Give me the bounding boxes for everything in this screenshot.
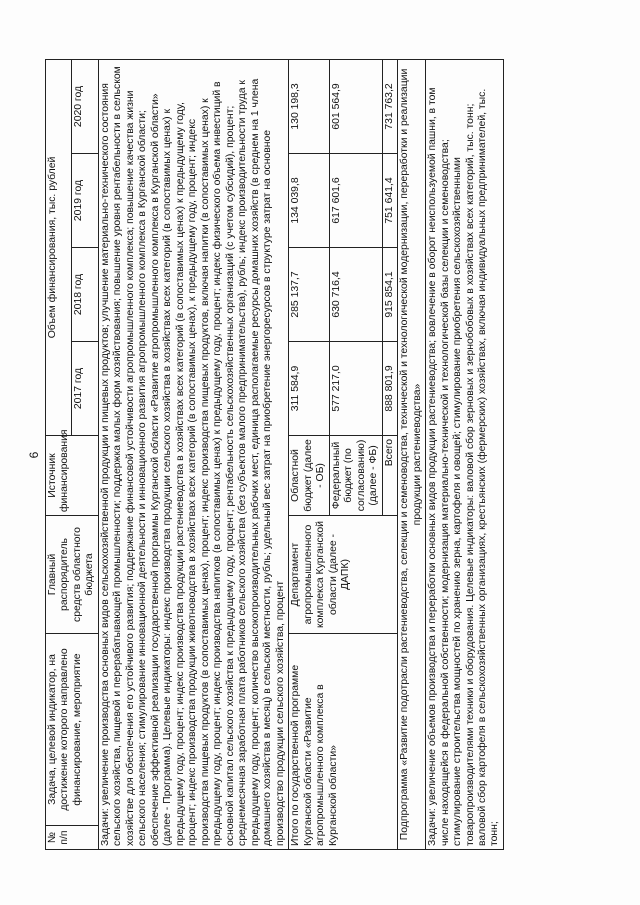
subprogram-title-row xyxy=(398,59,426,849)
financing-table xyxy=(45,59,504,850)
header-manager: Главный распорядитель средств областного бюджета xyxy=(46,516,99,634)
fb-2020: 601 564,9 xyxy=(329,59,382,153)
header-volume: Объем финансирования, тыс. рублей xyxy=(46,59,72,435)
fb-2017: 577 217,0 xyxy=(329,342,382,436)
subprogram-tasks-row xyxy=(426,59,504,849)
ob-2018: 285 137,7 xyxy=(289,248,329,342)
ob-2019: 134 039,8 xyxy=(289,154,329,248)
total-program-label: Итого по государственной программе Курганской области «Развитие агропромышленного комплекса в Курганской области» xyxy=(289,634,398,850)
header-source: Источник финансирования xyxy=(46,436,99,516)
source-ob: Областной бюджет (далее - ОБ) xyxy=(289,436,329,516)
total-manager: Департамент агропромышленного комплекса Курганской области (далее - ДАПК) xyxy=(289,516,398,634)
header-task: Задача, целевой индикатор, на достижение которого направлено финансирование, мероприятие xyxy=(46,634,99,826)
header-year-2020: 2020 год xyxy=(72,59,98,153)
subprogram-title: Подпрограмма «Развитие подотрасли растениеводства, селекции и семеноводства, технической и технологической модернизации, переработки и реализации продукции растениеводства» xyxy=(398,59,426,849)
sum-2019: 751 641,4 xyxy=(382,154,397,248)
tasks-row xyxy=(98,59,288,849)
sum-2017: 888 801,9 xyxy=(382,342,397,436)
source-fb: Федеральный бюджет (по согласованию) (далее - ФБ) xyxy=(329,436,382,516)
sum-2020: 731 763,2 xyxy=(382,59,397,153)
fb-2019: 617 601,6 xyxy=(329,154,382,248)
table-header-row xyxy=(46,59,72,849)
header-num: № п/п xyxy=(46,826,99,850)
ob-2020: 130 198,3 xyxy=(289,59,329,153)
tasks-text: Задачи: увеличение производства основных видов сельскохозяйственной продукции и пищевых продуктов; улучшение материально-технического состояния сельского хозяйства, пищевой и перерабатывающей промышленности; поддержка малых форм хозяйствования; повышение уровня рентабельности в сельском хозяйстве для обеспечения его устойчивого развития; поддержание финансовой устойчивости агропромышленного комплекса; повышение качества жизни сельского населения; стимулирование инновационной деятельности и инновационного развития агропромышленного комплекса в Курганской области; обеспечение эффективной реализации государственной программы Курганской области «Развитие агропромышленного комплекса в Курганской области» (далее - Программа). Целевые индикаторы: индекс производства продукции сельского хозяйства в хозяйствах всех категорий (в сопоставимых ценах) к предыдущему году, процент; индекс производства продукции растениеводства в хозяйствах всех категорий (в сопоставимых ценах) к предыдущему году, процент; индекс производства продукции животноводства в хозяйствах всех категорий (в сопоставимых ценах), к предыдущему году, процент; индекс производства пищевых продуктов (в сопоставимых ценах), процент; индекс производства пищевых продуктов, включая напитки (в сопоставимых ценах) к предыдущему году, процент; индекс производства напитков (в сопоставимых ценах) к предыдущему году, процент; индекс физического объема инвестиций в основной капитал сельского хозяйства к предыдущему году, процент; рентабельность сельскохозяйственных организаций (с учетом субсидий), процент; среднемесячная заработная плата работников сельского хозяйства (без субъектов малого предпринимательства), рубль; индекс производительности труда к предыдущему году, процент; количество высокопроизводительных рабочих мест, единица располагаемые ресурсы домашних хозяйств (в среднем на 1 члена домашнего хозяйства в месяц) в сельской местности, рубль; удельный вес затрат на приобретение энергоресурсов в структуре затрат на основное производство продукции сельского хозяйства, процент xyxy=(98,59,288,849)
header-year-2017: 2017 год xyxy=(72,342,98,436)
rotated-page xyxy=(27,60,605,850)
total-ob-row xyxy=(289,59,329,849)
header-year-2018: 2018 год xyxy=(72,248,98,342)
page-number: 6 xyxy=(27,451,41,459)
total-sum-label: Всего xyxy=(382,436,397,516)
sum-2018: 915 854,1 xyxy=(382,248,397,342)
header-year-2019: 2019 год xyxy=(72,154,98,248)
ob-2017: 311 584,9 xyxy=(289,342,329,436)
fb-2018: 630 716,4 xyxy=(329,248,382,342)
subprogram-tasks-text: Задачи: увеличение объемов производства и переработки основных видов продукции растениеводства; вовлечение в оборот неиспользуемой пашни, в том числе находящейся в федеральной собственности; модернизация материально-технической и технологической базы селекции и семеноводства; стимулирование строительства мощностей по хранению зерна, картофеля и овощей; стимулирование приобретения сельскохозяйственными товаропроизводителями техники и оборудования. Целевые индикаторы: валовой сбор зерновых и зернобобовых в хозяйствах всех категорий, тыс. тонн; валовой сбор картофеля в сельскохозяйственных организациях, крестьянских (фермерских) хозяйствах, включая индивидуальных предпринимателей, тыс. тонн; xyxy=(426,59,504,849)
